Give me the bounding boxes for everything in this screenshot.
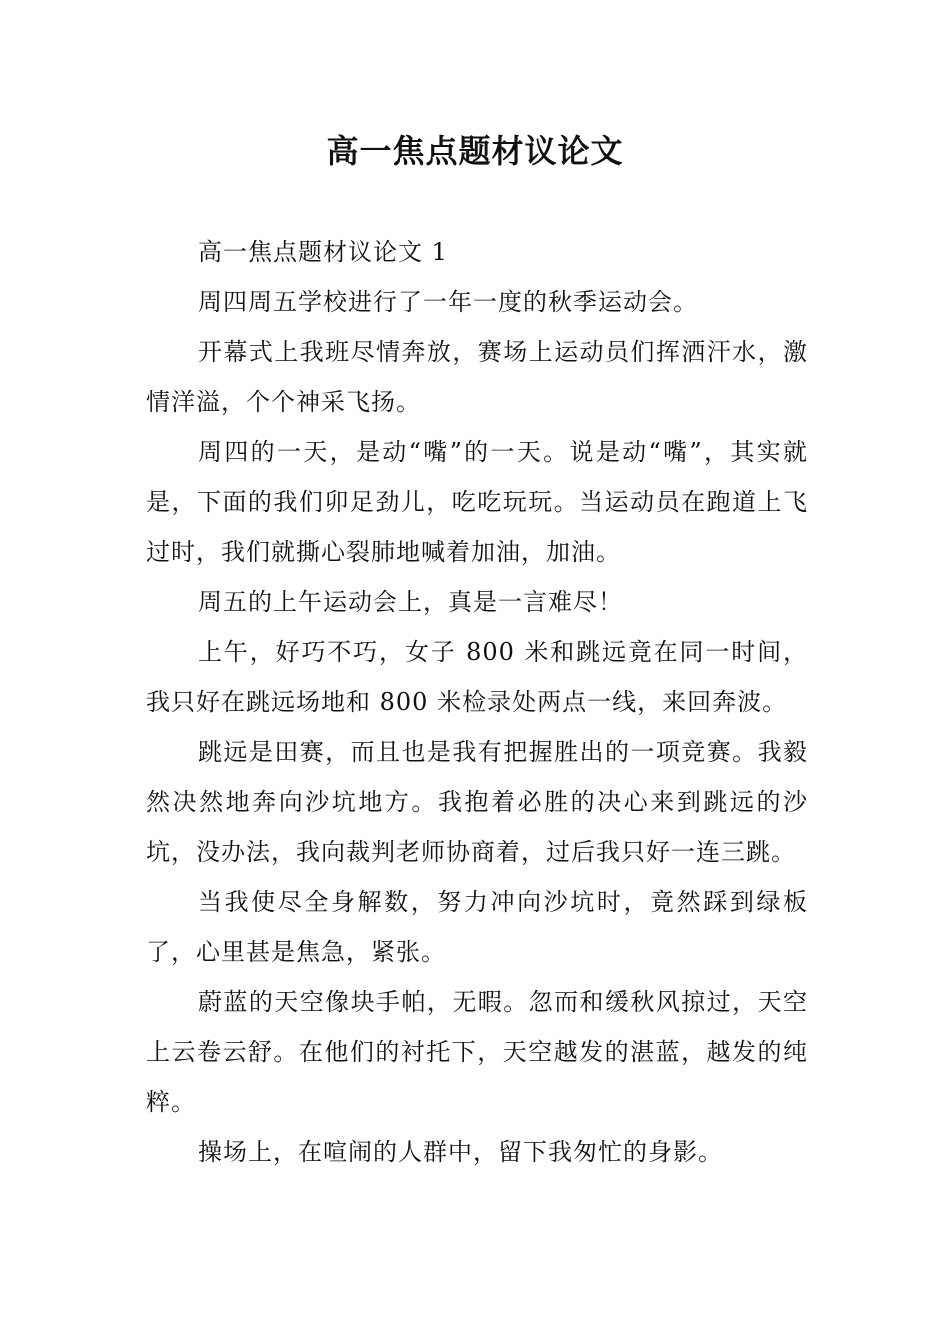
document-body xyxy=(146,227,808,1177)
paragraph: 当我使尽全身解数，努力冲向沙坑时，竟然踩到绿板了，心里甚是焦急，紧张。 xyxy=(146,888,808,966)
paragraph: 蔚蓝的天空像块手帕，无暇。忽而和缓秋风掠过，天空上云卷云舒。在他们的衬托下，天空越发的湛蓝，越发的纯粹。 xyxy=(146,988,808,1116)
paragraph: 跳远是田赛，而且也是我有把握胜出的一项竞赛。我毅然决然地奔向沙坑地方。我抱着必胜的决心来到跳远的沙坑，没办法，我向裁判老师协商着，过后我只好一连三跳。 xyxy=(146,738,808,866)
paragraph: 操场上，在喧闹的人群中，留下我匆忙的身影。 xyxy=(198,1138,723,1166)
paragraph: 周四周五学校进行了一年一度的秋季运动会。 xyxy=(198,288,698,316)
document-title: 高一焦点题材议论文 xyxy=(326,132,624,170)
paragraph-subtitle: 高一焦点题材议论文 1 xyxy=(198,238,448,266)
paragraph: 上午，好巧不巧，女子 800 米和跳远竟在同一时间，我只好在跳远场地和 800 米检录处两点一线，来回奔波。 xyxy=(146,638,808,716)
paragraph: 周四的一天，是动“嘴”的一天。说是动“嘴”，其实就是，下面的我们卯足劲儿，吃吃玩玩。当运动员在跑道上飞过时，我们就撕心裂肺地喊着加油，加油。 xyxy=(146,438,808,566)
paragraph: 周五的上午运动会上，真是一言难尽！ xyxy=(198,588,623,616)
paragraph: 开幕式上我班尽情奔放，赛场上运动员们挥洒汗水，激情洋溢，个个神采飞扬。 xyxy=(146,338,808,416)
